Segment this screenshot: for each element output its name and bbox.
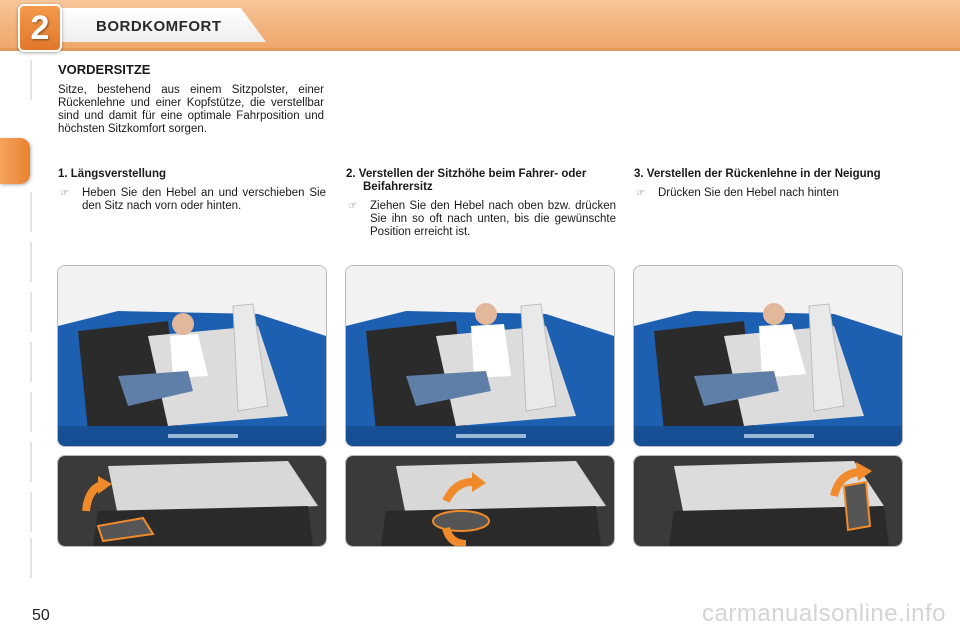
car-seat-photo-1 xyxy=(57,265,327,447)
page-number: 50 xyxy=(32,607,50,624)
chapter-tab-6[interactable] xyxy=(4,342,32,382)
pointing-hand-icon: ☞ xyxy=(348,201,357,212)
seat-lever-detail-2 xyxy=(345,455,615,547)
header-underline xyxy=(0,48,960,51)
instruction-heading-1: 1. Längsverstellung xyxy=(58,168,167,180)
chapter-tab-3[interactable] xyxy=(4,192,32,232)
seat-lever-detail-1 xyxy=(57,455,327,547)
instruction-heading-2: 2. Verstellen der Sitzhöhe beim Fahrer- oder Beifahrersitz xyxy=(346,168,587,193)
chapter-side-rail xyxy=(0,60,32,580)
instruction-column-2 xyxy=(346,168,616,239)
instruction-text-3: Drücken Sie den Hebel nach hinten xyxy=(658,187,839,199)
chapter-number-badge[interactable]: 2 xyxy=(18,4,62,52)
chapter-tab-4[interactable] xyxy=(4,242,32,282)
chapter-tab-9[interactable] xyxy=(4,492,32,532)
chapter-tab-10[interactable] xyxy=(4,538,32,578)
chapter-tab-7[interactable] xyxy=(4,392,32,432)
instruction-bullet-3 xyxy=(634,187,904,200)
section-title: VORDERSITZE xyxy=(58,62,151,77)
instruction-column-3 xyxy=(634,168,904,200)
pointing-hand-icon: ☞ xyxy=(60,188,69,199)
instruction-bullet-1 xyxy=(58,187,326,213)
intro-paragraph: Sitze, bestehend aus einem Sitzpolster, einer Rückenlehne und einer Kopfstütze, die verstellbar sind und damit für eine optimale Fahrposition und höchsten Sitzkomfort sorgen. xyxy=(58,84,324,135)
instruction-text-1: Heben Sie den Hebel an und verschieben Sie den Sitz nach vorn oder hinten. xyxy=(82,187,326,212)
watermark: carmanualsonline.info xyxy=(702,600,946,627)
pointing-hand-icon: ☞ xyxy=(636,188,645,199)
car-seat-photo-2 xyxy=(345,265,615,447)
chapter-tab-5[interactable] xyxy=(4,292,32,332)
car-seat-photo-3 xyxy=(633,265,903,447)
instruction-text-2: Ziehen Sie den Hebel nach oben bzw. drücken Sie ihn so oft nach unten, bis die gewünschte Position erreicht ist. xyxy=(370,200,616,238)
instruction-column-1 xyxy=(58,168,326,213)
chapter-tab-8[interactable] xyxy=(4,442,32,482)
instruction-bullet-2 xyxy=(346,200,616,239)
chapter-tab-2-active[interactable] xyxy=(0,138,30,184)
chapter-tab-1[interactable] xyxy=(4,60,32,100)
seat-lever-detail-3 xyxy=(633,455,903,547)
chapter-title: BORDKOMFORT xyxy=(96,18,222,35)
instruction-heading-3: 3. Verstellen der Rückenlehne in der Neigung xyxy=(634,168,881,180)
